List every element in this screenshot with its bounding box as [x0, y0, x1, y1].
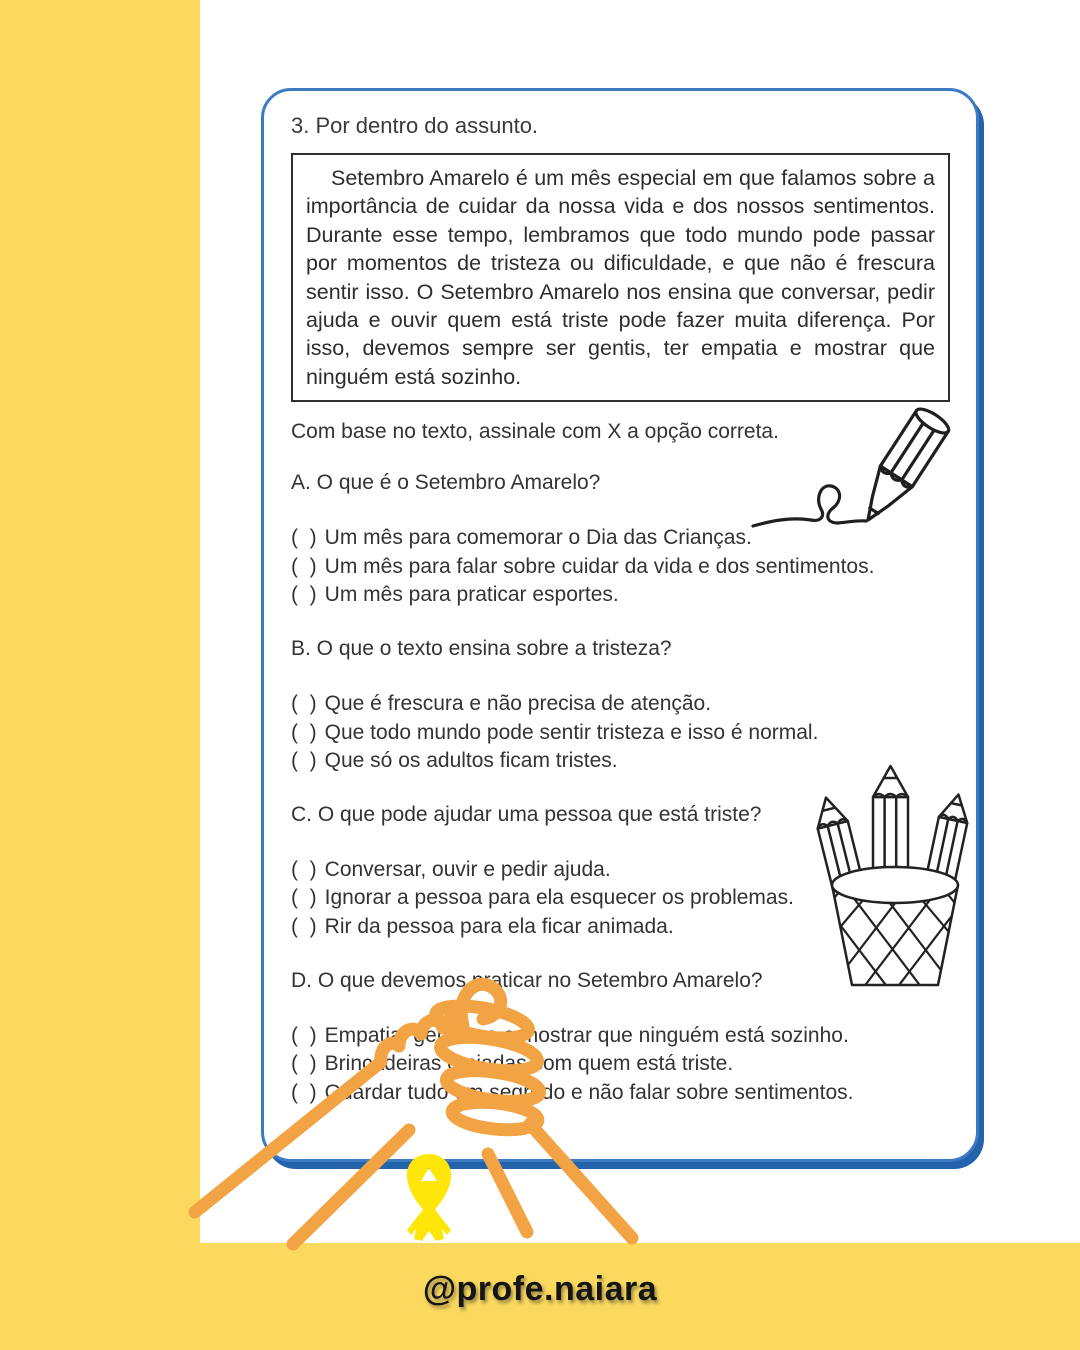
question-block-b: [291, 637, 950, 776]
left-yellow-band: [0, 0, 200, 1350]
question-c-label: C. O que pode ajudar uma pessoa que está triste?: [291, 802, 762, 826]
option-checkbox[interactable]: ( ): [291, 692, 317, 716]
option-row: [291, 581, 950, 610]
question-block-c: [291, 803, 950, 942]
question-block-d: [291, 969, 950, 1108]
option-label: Rir da pessoa para ela ficar animada.: [324, 915, 674, 938]
option-row: [291, 719, 950, 748]
option-row: [291, 856, 950, 885]
worksheet-card: [261, 88, 979, 1162]
question-a-options: [291, 524, 950, 610]
option-label: Empatia, gentileza e mostrar que ninguém está sozinho.: [324, 1023, 849, 1047]
option-row: [291, 1079, 950, 1108]
option-row: [291, 553, 950, 582]
question-d-options: [291, 1022, 950, 1108]
reading-text-box: [291, 153, 950, 402]
question-b-options: [291, 690, 950, 776]
option-row: [291, 1022, 950, 1051]
option-label: Um mês para praticar esportes.: [324, 583, 619, 607]
question-c-options: [291, 856, 950, 942]
option-checkbox[interactable]: ( ): [291, 1080, 317, 1104]
option-label: Um mês para falar sobre cuidar da vida e dos sentimentos.: [324, 554, 875, 578]
option-row: [291, 884, 950, 913]
option-label: Que é frescura e não precisa de atenção.: [324, 692, 712, 716]
question-block-a: [291, 471, 950, 610]
yellow-ribbon-icon: [394, 1152, 464, 1242]
option-checkbox[interactable]: ( ): [291, 554, 317, 578]
option-checkbox[interactable]: ( ): [291, 1052, 317, 1076]
worksheet-content: [291, 113, 950, 1107]
question-a-label: A. O que é o Setembro Amarelo?: [291, 471, 601, 495]
option-label: Ignorar a pessoa para ela esquecer os problemas.: [324, 886, 794, 910]
option-label: Guardar tudo em segredo e não falar sobre sentimentos.: [324, 1080, 854, 1104]
option-checkbox[interactable]: ( ): [291, 857, 317, 881]
option-checkbox[interactable]: ( ): [291, 526, 317, 550]
question-b-label: B. O que o texto ensina sobre a tristeza?: [291, 637, 672, 661]
option-label: Que todo mundo pode sentir tristeza e isso é normal.: [324, 720, 819, 744]
option-checkbox[interactable]: ( ): [291, 749, 317, 773]
option-row: [291, 524, 950, 553]
option-checkbox[interactable]: ( ): [291, 915, 317, 938]
option-row: [291, 747, 950, 776]
option-checkbox[interactable]: ( ): [291, 583, 317, 607]
option-label: Um mês para comemorar o Dia das Crianças.: [324, 526, 752, 550]
option-row: [291, 1050, 950, 1079]
section-title: 3. Por dentro do assunto.: [291, 113, 539, 138]
option-checkbox[interactable]: ( ): [291, 720, 317, 744]
option-row: [291, 913, 950, 942]
option-label: Que só os adultos ficam tristes.: [324, 749, 618, 773]
question-d-label: D. O que devemos praticar no Setembro Amarelo?: [291, 968, 763, 992]
instagram-handle: @profe.naiara: [422, 1270, 658, 1308]
option-label: Conversar, ouvir e pedir ajuda.: [324, 857, 611, 881]
option-label: Brincadeiras e piadas com quem está triste.: [324, 1052, 734, 1076]
option-row: [291, 690, 950, 719]
option-checkbox[interactable]: ( ): [291, 1023, 317, 1047]
reading-paragraph: Setembro Amarelo é um mês especial em que falamos sobre a importância de cuidar da nossa vida e dos nossos sentimentos. Durante esse tempo, lembramos que todo mundo pode passar por momentos de tristeza ou dificuldade, e que não é frescura sentir isso. O Setembro Amarelo nos ensina que conversar, pedir ajuda e ouvir quem está triste pode fazer muita diferença. Por isso, devemos sempre ser gentis, ter empatia e mostrar que ninguém está sozinho.: [306, 166, 935, 389]
option-checkbox[interactable]: ( ): [291, 886, 317, 910]
instruction-text: Com base no texto, assinale com X a opção correta.: [291, 420, 779, 444]
